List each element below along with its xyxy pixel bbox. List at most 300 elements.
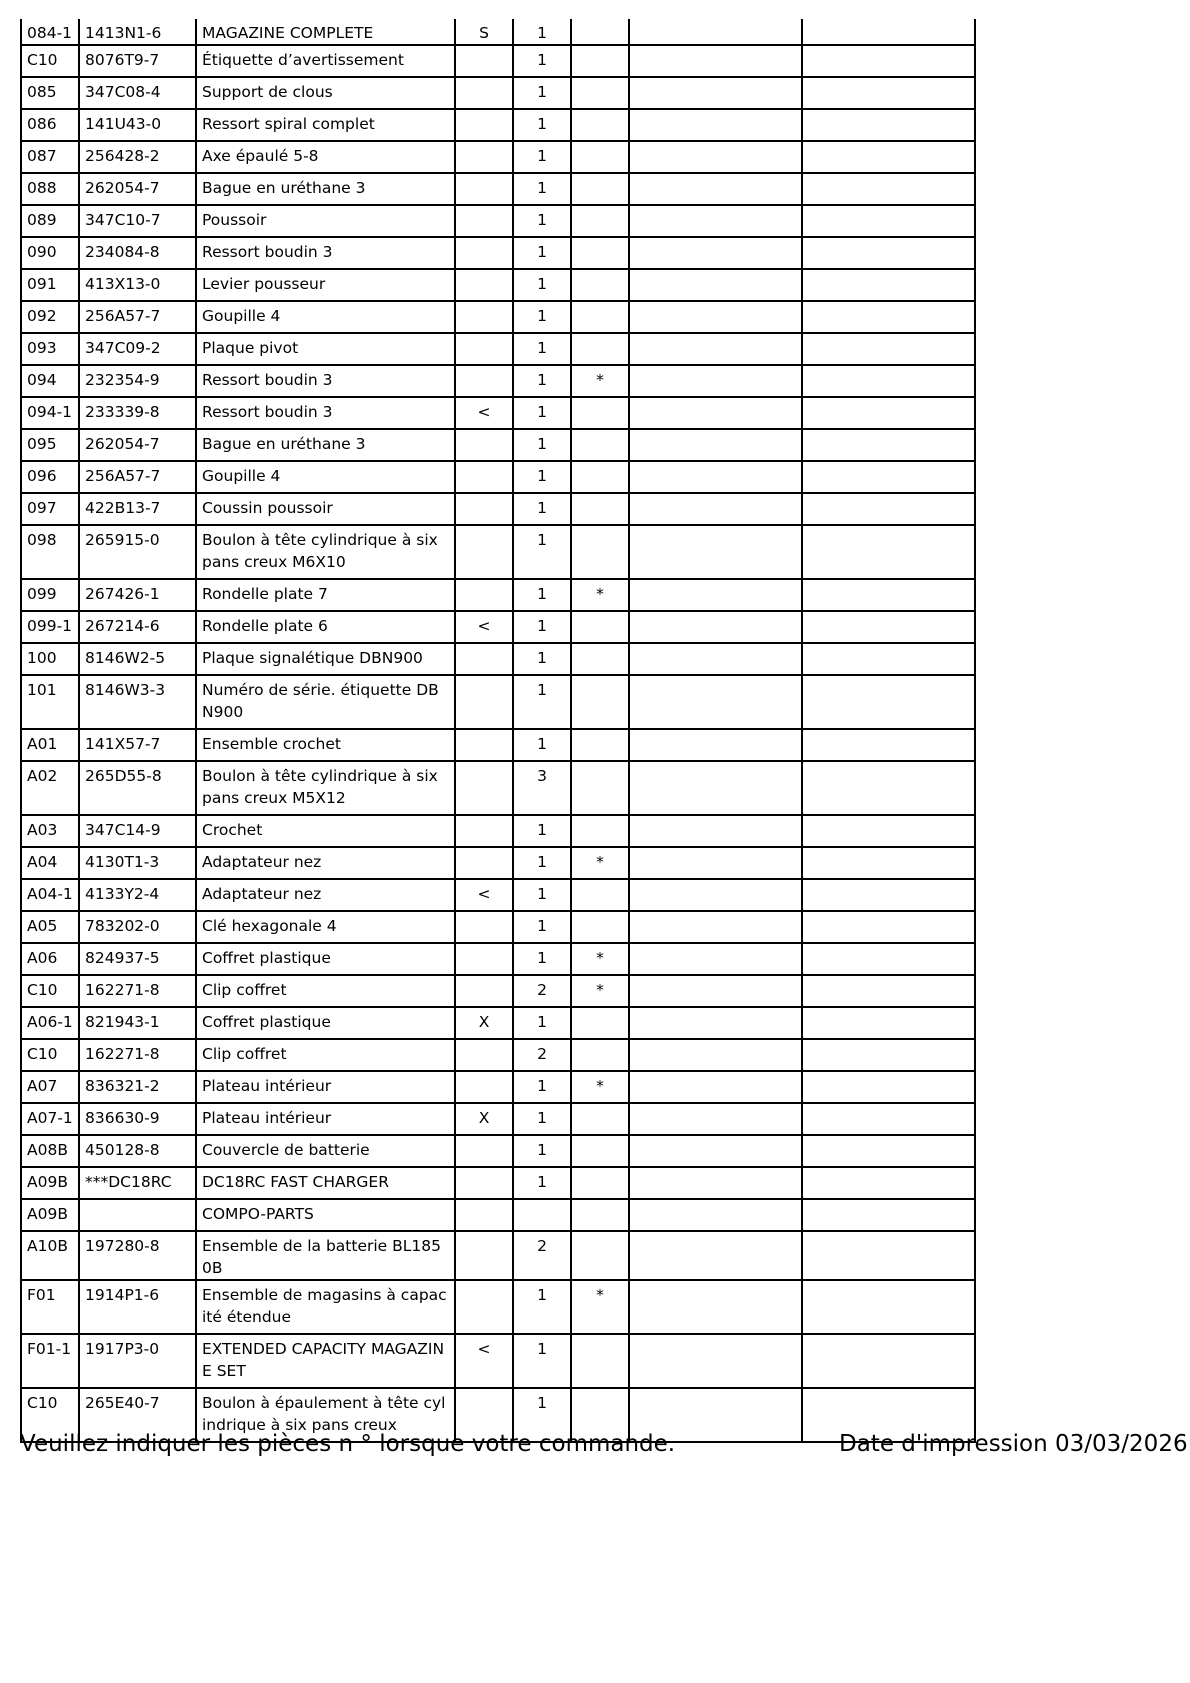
blank-cell: [802, 975, 975, 1007]
part-number-cell: 8146W3-3: [79, 675, 196, 729]
table-row: [21, 729, 975, 761]
blank-cell: [629, 1007, 802, 1039]
ref-cell: 100: [21, 643, 79, 675]
flag-cell: <: [455, 1334, 513, 1388]
part-number-cell: 347C09-2: [79, 333, 196, 365]
blank-cell: [629, 879, 802, 911]
description-cell: Ressort boudin 3: [196, 237, 455, 269]
table-row: [21, 141, 975, 173]
ref-cell: C10: [21, 1388, 79, 1442]
ref-cell: A09B: [21, 1167, 79, 1199]
blank-cell: [629, 943, 802, 975]
ref-cell: 090: [21, 237, 79, 269]
blank-cell: [802, 729, 975, 761]
flag-cell: [455, 429, 513, 461]
blank-cell: [802, 205, 975, 237]
quantity-cell: 1: [513, 847, 571, 879]
note-cell: [571, 461, 629, 493]
note-cell: [571, 1039, 629, 1071]
quantity-cell: 1: [513, 301, 571, 333]
part-number-cell: 347C10-7: [79, 205, 196, 237]
flag-cell: <: [455, 879, 513, 911]
note-cell: [571, 815, 629, 847]
blank-cell: [802, 333, 975, 365]
description-cell: Ressort boudin 3: [196, 365, 455, 397]
blank-cell: [629, 1039, 802, 1071]
quantity-cell: 1: [513, 461, 571, 493]
part-number-cell: 162271-8: [79, 1039, 196, 1071]
quantity-cell: 1: [513, 1103, 571, 1135]
ref-cell: A10B: [21, 1231, 79, 1280]
note-cell: [571, 429, 629, 461]
table-row: [21, 333, 975, 365]
blank-cell: [629, 975, 802, 1007]
description-cell: Coffret plastique: [196, 943, 455, 975]
blank-cell: [629, 301, 802, 333]
description-cell: Clé hexagonale 4: [196, 911, 455, 943]
blank-cell: [802, 1167, 975, 1199]
flag-cell: [455, 237, 513, 269]
description-cell: Goupille 4: [196, 301, 455, 333]
ref-cell: 087: [21, 141, 79, 173]
table-row: [21, 1135, 975, 1167]
table-row: [21, 643, 975, 675]
quantity-cell: 1: [513, 911, 571, 943]
quantity-cell: 1: [513, 429, 571, 461]
part-number-cell: 783202-0: [79, 911, 196, 943]
part-number-cell: 256A57-7: [79, 301, 196, 333]
description-cell: Ressort boudin 3: [196, 397, 455, 429]
flag-cell: [455, 301, 513, 333]
flag-cell: [455, 269, 513, 301]
part-number-cell: 141X57-7: [79, 729, 196, 761]
note-cell: [571, 1103, 629, 1135]
ref-cell: 099-1: [21, 611, 79, 643]
part-number-cell: 265E40-7: [79, 1388, 196, 1442]
flag-cell: [455, 141, 513, 173]
ref-cell: C10: [21, 45, 79, 77]
ref-cell: A06: [21, 943, 79, 975]
description-cell: Boulon à épaulement à tête cylindrique à six pans creux: [196, 1388, 455, 1442]
ref-cell: 092: [21, 301, 79, 333]
table-row: [21, 1167, 975, 1199]
table-row: [21, 815, 975, 847]
table-row: [21, 173, 975, 205]
part-number-cell: 256A57-7: [79, 461, 196, 493]
blank-cell: [629, 1231, 802, 1280]
table-row: [21, 269, 975, 301]
blank-cell: [802, 461, 975, 493]
ref-cell: A08B: [21, 1135, 79, 1167]
blank-cell: [629, 19, 802, 45]
blank-cell: [802, 173, 975, 205]
quantity-cell: 1: [513, 45, 571, 77]
blank-cell: [629, 205, 802, 237]
quantity-cell: 1: [513, 1135, 571, 1167]
table-row: [21, 461, 975, 493]
quantity-cell: 1: [513, 141, 571, 173]
flag-cell: [455, 579, 513, 611]
ref-cell: 088: [21, 173, 79, 205]
blank-cell: [802, 397, 975, 429]
note-cell: [571, 675, 629, 729]
ref-cell: 096: [21, 461, 79, 493]
table-row: [21, 429, 975, 461]
blank-cell: [802, 493, 975, 525]
table-row: [21, 1103, 975, 1135]
blank-cell: [802, 365, 975, 397]
blank-cell: [629, 365, 802, 397]
blank-cell: [629, 237, 802, 269]
table-row: [21, 1007, 975, 1039]
table-row: [21, 19, 975, 45]
quantity-cell: 1: [513, 579, 571, 611]
ref-cell: 091: [21, 269, 79, 301]
description-cell: Plaque signalétique DBN900: [196, 643, 455, 675]
ref-cell: 085: [21, 77, 79, 109]
flag-cell: [455, 173, 513, 205]
flag-cell: [455, 365, 513, 397]
blank-cell: [629, 461, 802, 493]
flag-cell: [455, 205, 513, 237]
description-cell: Clip coffret: [196, 975, 455, 1007]
note-cell: [571, 77, 629, 109]
blank-cell: [629, 429, 802, 461]
blank-cell: [629, 675, 802, 729]
flag-cell: [455, 333, 513, 365]
flag-cell: S: [455, 19, 513, 45]
note-cell: [571, 141, 629, 173]
note-cell: [571, 205, 629, 237]
table-row: [21, 1071, 975, 1103]
flag-cell: [455, 45, 513, 77]
blank-cell: [802, 911, 975, 943]
flag-cell: X: [455, 1007, 513, 1039]
ref-cell: A03: [21, 815, 79, 847]
blank-cell: [802, 675, 975, 729]
blank-cell: [802, 1039, 975, 1071]
note-cell: [571, 397, 629, 429]
blank-cell: [629, 729, 802, 761]
note-cell: [571, 879, 629, 911]
flag-cell: [455, 1135, 513, 1167]
ref-cell: A09B: [21, 1199, 79, 1231]
blank-cell: [802, 525, 975, 579]
blank-cell: [802, 19, 975, 45]
part-number-cell: 232354-9: [79, 365, 196, 397]
part-number-cell: 8076T9-7: [79, 45, 196, 77]
note-cell: [571, 1334, 629, 1388]
ref-cell: 094: [21, 365, 79, 397]
quantity-cell: 1: [513, 365, 571, 397]
blank-cell: [802, 237, 975, 269]
blank-cell: [629, 1167, 802, 1199]
note-cell: [571, 1167, 629, 1199]
note-cell: *: [571, 975, 629, 1007]
table-row: [21, 109, 975, 141]
blank-cell: [802, 1135, 975, 1167]
quantity-cell: 3: [513, 761, 571, 815]
description-cell: Levier pousseur: [196, 269, 455, 301]
blank-cell: [629, 1071, 802, 1103]
flag-cell: [455, 1199, 513, 1231]
flag-cell: [455, 1039, 513, 1071]
flag-cell: [455, 729, 513, 761]
table-row: [21, 879, 975, 911]
parts-table-body: [21, 19, 975, 1442]
ref-cell: A05: [21, 911, 79, 943]
description-cell: Ensemble de la batterie BL1850B: [196, 1231, 455, 1280]
ref-cell: 097: [21, 493, 79, 525]
part-number-cell: ***DC18RC: [79, 1167, 196, 1199]
quantity-cell: 1: [513, 815, 571, 847]
note-cell: [571, 493, 629, 525]
blank-cell: [629, 397, 802, 429]
description-cell: Ressort spiral complet: [196, 109, 455, 141]
description-cell: Axe épaulé 5-8: [196, 141, 455, 173]
description-cell: Coffret plastique: [196, 1007, 455, 1039]
flag-cell: [455, 109, 513, 141]
ref-cell: 099: [21, 579, 79, 611]
flag-cell: [455, 493, 513, 525]
quantity-cell: 1: [513, 943, 571, 975]
ref-cell: 086: [21, 109, 79, 141]
blank-cell: [802, 879, 975, 911]
blank-cell: [629, 269, 802, 301]
blank-cell: [629, 1280, 802, 1334]
part-number-cell: 197280-8: [79, 1231, 196, 1280]
ref-cell: F01: [21, 1280, 79, 1334]
part-number-cell: 836321-2: [79, 1071, 196, 1103]
blank-cell: [802, 761, 975, 815]
note-cell: [571, 1199, 629, 1231]
blank-cell: [802, 1231, 975, 1280]
table-row: [21, 675, 975, 729]
description-cell: MAGAZINE COMPLETE: [196, 19, 455, 45]
table-row: [21, 45, 975, 77]
blank-cell: [802, 1007, 975, 1039]
part-number-cell: 836630-9: [79, 1103, 196, 1135]
quantity-cell: 2: [513, 1039, 571, 1071]
part-number-cell: 1914P1-6: [79, 1280, 196, 1334]
table-row: [21, 579, 975, 611]
table-row: [21, 1231, 975, 1280]
blank-cell: [629, 173, 802, 205]
blank-cell: [629, 1135, 802, 1167]
note-cell: [571, 761, 629, 815]
quantity-cell: 1: [513, 397, 571, 429]
ref-cell: C10: [21, 975, 79, 1007]
ref-cell: A02: [21, 761, 79, 815]
description-cell: Rondelle plate 6: [196, 611, 455, 643]
blank-cell: [629, 45, 802, 77]
order-instruction-note: Veuillez indiquer les pièces n ° lorsque votre commande.: [20, 1431, 676, 1457]
note-cell: [571, 109, 629, 141]
description-cell: Poussoir: [196, 205, 455, 237]
description-cell: DC18RC FAST CHARGER: [196, 1167, 455, 1199]
blank-cell: [629, 761, 802, 815]
ref-cell: C10: [21, 1039, 79, 1071]
table-row: [21, 205, 975, 237]
blank-cell: [802, 77, 975, 109]
flag-cell: [455, 77, 513, 109]
flag-cell: [455, 911, 513, 943]
flag-cell: <: [455, 397, 513, 429]
part-number-cell: 262054-7: [79, 429, 196, 461]
part-number-cell: 162271-8: [79, 975, 196, 1007]
part-number-cell: [79, 1199, 196, 1231]
description-cell: Numéro de série. étiquette DBN900: [196, 675, 455, 729]
table-row: [21, 1334, 975, 1388]
blank-cell: [802, 643, 975, 675]
description-cell: Coussin poussoir: [196, 493, 455, 525]
blank-cell: [629, 579, 802, 611]
parts-table: [20, 19, 976, 1443]
quantity-cell: 1: [513, 675, 571, 729]
ref-cell: A04-1: [21, 879, 79, 911]
quantity-cell: 1: [513, 109, 571, 141]
description-cell: Bague en uréthane 3: [196, 429, 455, 461]
flag-cell: [455, 1071, 513, 1103]
description-cell: Plaque pivot: [196, 333, 455, 365]
quantity-cell: 2: [513, 1231, 571, 1280]
flag-cell: [455, 525, 513, 579]
ref-cell: 084-1: [21, 19, 79, 45]
quantity-cell: 1: [513, 205, 571, 237]
description-cell: Rondelle plate 7: [196, 579, 455, 611]
flag-cell: [455, 643, 513, 675]
ref-cell: A04: [21, 847, 79, 879]
note-cell: [571, 301, 629, 333]
quantity-cell: 1: [513, 493, 571, 525]
description-cell: Boulon à tête cylindrique à six pans creux M6X10: [196, 525, 455, 579]
part-number-cell: 821943-1: [79, 1007, 196, 1039]
part-number-cell: 824937-5: [79, 943, 196, 975]
ref-cell: 098: [21, 525, 79, 579]
note-cell: *: [571, 579, 629, 611]
ref-cell: 094-1: [21, 397, 79, 429]
quantity-cell: 1: [513, 879, 571, 911]
blank-cell: [629, 109, 802, 141]
quantity-cell: 1: [513, 525, 571, 579]
flag-cell: [455, 1167, 513, 1199]
note-cell: *: [571, 847, 629, 879]
description-cell: Crochet: [196, 815, 455, 847]
blank-cell: [802, 1103, 975, 1135]
note-cell: [571, 729, 629, 761]
ref-cell: 093: [21, 333, 79, 365]
part-number-cell: 141U43-0: [79, 109, 196, 141]
note-cell: [571, 19, 629, 45]
blank-cell: [802, 141, 975, 173]
flag-cell: [455, 847, 513, 879]
flag-cell: X: [455, 1103, 513, 1135]
description-cell: Ensemble de magasins à capacité étendue: [196, 1280, 455, 1334]
ref-cell: A07-1: [21, 1103, 79, 1135]
part-number-cell: 262054-7: [79, 173, 196, 205]
part-number-cell: 267426-1: [79, 579, 196, 611]
table-row: [21, 1039, 975, 1071]
print-date: Date d'impression 03/03/2026: [839, 1431, 1188, 1457]
blank-cell: [629, 643, 802, 675]
blank-cell: [802, 611, 975, 643]
description-cell: Plateau intérieur: [196, 1103, 455, 1135]
ref-cell: F01-1: [21, 1334, 79, 1388]
flag-cell: [455, 943, 513, 975]
description-cell: Boulon à tête cylindrique à six pans creux M5X12: [196, 761, 455, 815]
ref-cell: 095: [21, 429, 79, 461]
blank-cell: [802, 109, 975, 141]
note-cell: *: [571, 365, 629, 397]
blank-cell: [802, 429, 975, 461]
note-cell: *: [571, 1280, 629, 1334]
flag-cell: [455, 761, 513, 815]
part-number-cell: 347C14-9: [79, 815, 196, 847]
table-row: [21, 365, 975, 397]
part-number-cell: 347C08-4: [79, 77, 196, 109]
part-number-cell: 265915-0: [79, 525, 196, 579]
blank-cell: [802, 301, 975, 333]
blank-cell: [802, 847, 975, 879]
blank-cell: [629, 1199, 802, 1231]
flag-cell: [455, 675, 513, 729]
part-number-cell: 256428-2: [79, 141, 196, 173]
blank-cell: [802, 1199, 975, 1231]
part-number-cell: 8146W2-5: [79, 643, 196, 675]
quantity-cell: 2: [513, 975, 571, 1007]
blank-cell: [629, 815, 802, 847]
table-row: [21, 525, 975, 579]
part-number-cell: 413X13-0: [79, 269, 196, 301]
flag-cell: <: [455, 611, 513, 643]
quantity-cell: 1: [513, 269, 571, 301]
table-row: [21, 301, 975, 333]
note-cell: [571, 1135, 629, 1167]
table-row: [21, 77, 975, 109]
blank-cell: [629, 1103, 802, 1135]
ref-cell: 089: [21, 205, 79, 237]
blank-cell: [629, 611, 802, 643]
quantity-cell: 1: [513, 333, 571, 365]
quantity-cell: [513, 1199, 571, 1231]
description-cell: Clip coffret: [196, 1039, 455, 1071]
description-cell: Couvercle de batterie: [196, 1135, 455, 1167]
part-number-cell: 422B13-7: [79, 493, 196, 525]
blank-cell: [629, 333, 802, 365]
quantity-cell: 1: [513, 1280, 571, 1334]
quantity-cell: 1: [513, 1167, 571, 1199]
quantity-cell: 1: [513, 611, 571, 643]
ref-cell: A01: [21, 729, 79, 761]
description-cell: Support de clous: [196, 77, 455, 109]
part-number-cell: 1917P3-0: [79, 1334, 196, 1388]
note-cell: [571, 333, 629, 365]
part-number-cell: 1413N1-6: [79, 19, 196, 45]
flag-cell: [455, 975, 513, 1007]
note-cell: [571, 611, 629, 643]
flag-cell: [455, 815, 513, 847]
table-row: [21, 237, 975, 269]
flag-cell: [455, 461, 513, 493]
blank-cell: [629, 141, 802, 173]
quantity-cell: 1: [513, 173, 571, 205]
blank-cell: [802, 815, 975, 847]
table-row: [21, 397, 975, 429]
ref-cell: A06-1: [21, 1007, 79, 1039]
description-cell: COMPO-PARTS: [196, 1199, 455, 1231]
table-row: [21, 943, 975, 975]
blank-cell: [802, 269, 975, 301]
